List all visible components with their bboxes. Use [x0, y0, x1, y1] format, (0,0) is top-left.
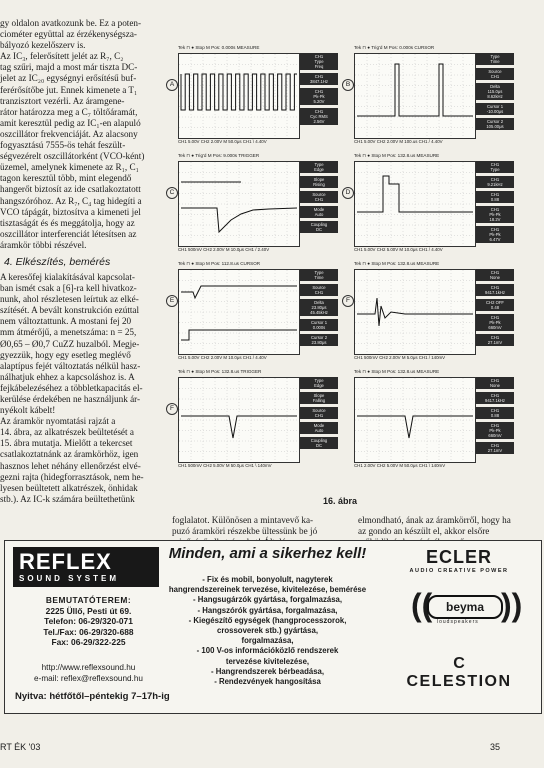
showroom-fax: Fax: 06-29/322-225 [51, 637, 126, 647]
scope-menu-item: Type Edge [300, 377, 338, 389]
scope-menu-item: CH1 9417.1kHz [476, 392, 514, 404]
beyma-bracket-right-icon: )) [501, 587, 523, 623]
scope-menu-item: Cursor 2 105.00μs [476, 118, 514, 130]
scope-footer: CH1 500mV CH2 2.00V M 10.0μs CH1 / 2.40V [178, 247, 270, 252]
scope-footer: CH1 5.00V CH2 2.00V M 10.0μs CH1 / 4.40V [178, 355, 267, 360]
oscilloscope-panel [346, 368, 516, 471]
body-text-right: elmondható, ának az áramkörről, hogy ha az gondo an készült el, akkor elsőre [358, 515, 511, 537]
scope-header: Tek ⊓ ● Stop M Pos: 112.8.us CURSOR [178, 261, 261, 266]
scope-footer: CH1 2.00V CH2 5.00V M 50.0μs CH1 \ 140mV [354, 463, 446, 468]
scope-screen [354, 377, 476, 463]
website-link[interactable]: http://www.reflexsound.hu [41, 663, 136, 672]
scope-menu-item: CH1 Type Freq [300, 53, 338, 70]
service-item: - Fix és mobil, bonyolult, nagyterek [202, 575, 333, 584]
scope-menu [300, 269, 338, 353]
service-item: - 100 V-os információközlő rendszerek [196, 646, 339, 656]
scope-trace-plot [355, 54, 475, 138]
scope-menu-item: Source CH1 [476, 68, 514, 80]
scope-menu-item: CH1 9.21kHz [476, 176, 514, 188]
oscilloscope-panel [170, 260, 340, 363]
showroom-address: 2225 Üllő, Pesti út 69. [45, 605, 132, 616]
scope-menu-item: Mode Auto [300, 206, 338, 218]
reflex-logo-text: REFLEX [19, 549, 112, 574]
scope-screen [178, 377, 300, 463]
celestion-logo [389, 655, 529, 691]
scope-screen [354, 269, 476, 355]
scope-menu-item: CH1 Cyc RMS 2.56V [300, 108, 338, 125]
left-text-column [0, 18, 162, 540]
beyma-bracket-left-icon: (( [411, 587, 433, 623]
services-list [165, 575, 370, 687]
scope-trace-plot [355, 270, 475, 354]
scope-menu-item: Cursor 1 0.000s [300, 319, 338, 331]
scope-header: Tek ⊓ ● Stop M Pos: 132.8.us MEASURE [354, 261, 440, 266]
scope-menu-item: CH1 Pk-Pk 660mV [476, 314, 514, 331]
scope-menu-item: CH1 0.88 [476, 191, 514, 203]
scope-menu-item: CH1 Pk-Pk 660mV [476, 422, 514, 439]
scope-menu-item: CH1 Pk-Pk 18.2V [476, 206, 514, 223]
scope-screen [178, 269, 300, 355]
section-title: 4. Elkészítés, bemérés [4, 255, 111, 268]
scope-menu-item: Delta 23.80μs 45.45kHz [300, 299, 338, 316]
page-number: 35 [490, 742, 501, 752]
scope-footer: CH1 5.00V CH2 5.00V M 10.0μs CH1 / 4.40V [354, 247, 443, 252]
service-item: - Rendezvények hangosítása [214, 677, 321, 687]
scope-menu-item: Slope Falling [300, 392, 338, 404]
scope-header: Tek ⊓ ● Stop M Pos: 0.000s MEASURE [178, 45, 260, 50]
paragraph-pcb-layout: Az áramkör nyomtatási rajzát a 14. ábra, az alkatrészek beültetését a 15. ábra mutatja. Mielőtt a tekercset csatlakoztatnánk az áramkörhöz, igen hasznos lehet néhány ellenőrzést elvé- gezni rajta (hidegforrasztások, nem he- lyesen beültetett alkatrészek, önhidak stb.). Az IC-k számára beültethetünk [0, 416, 144, 504]
scope-menu [300, 53, 338, 137]
scope-header: Tek ⊓ ● Stop M Pos: 132.8.us MEASURE [354, 153, 440, 158]
scope-label-badge: F [342, 295, 354, 307]
oscilloscope-panel [170, 368, 340, 471]
beyma-tagline: loudspeakers [437, 619, 479, 625]
scope-screen [354, 53, 476, 139]
service-item: - Hangszórók gyártása, forgalmazása, [197, 605, 338, 615]
scope-menu [300, 377, 338, 461]
service-item: crossoverek stb.) gyártása, [217, 626, 318, 636]
scope-menu [300, 161, 338, 245]
scope-footer: CH1 5.00V CH2 2.00V M 50.0μs CH1 \ 4.40V [178, 139, 267, 144]
scope-footer: CH1 500mV CH2 2.00V M 5.0μs CH1 / 140mV [354, 355, 446, 360]
service-item: hangrendszereinek tervezése, kivitelezése, bemérése [168, 585, 367, 595]
scope-label-badge: E [166, 295, 178, 307]
scope-trace-plot [355, 162, 475, 246]
service-item: - Hangsugárzók gyártása, forgalmazása, [192, 595, 343, 605]
scope-menu-item: Cursor 1 -10.00μs [476, 103, 514, 115]
scope-header: Tek ⊓ ● Trig'd M Pos: 9.000s TRIGGER [178, 153, 260, 158]
scope-label-badge: D [342, 187, 354, 199]
scope-trace-plot [355, 378, 475, 462]
scope-screen [178, 53, 300, 139]
scope-menu-item: CH1 3847.1Hz [300, 73, 338, 85]
scope-menu-item: CH1 27.1mV [476, 334, 514, 346]
scope-menu-item: Source CH1 [300, 284, 338, 296]
scope-menu-item: Source CH1 [300, 191, 338, 203]
oscilloscope-figure [170, 44, 542, 492]
scope-trace-plot [179, 54, 299, 138]
scope-screen [178, 161, 300, 247]
scope-label-badge: B [342, 79, 354, 91]
footer-magazine: RT ÉK '03 [0, 742, 41, 752]
paragraph-circuit-description: Az IC₃, felerősített jelét az R₇, C₂ tag szűri, majd a most már tiszta DC- jelet az IC₂₀ egységnyi erősítésű buf- ferérősítőbe jut. Ennek kimenete a T₁ tranzisztort vezérli. Az áramgene- rátor határozza meg a C₇ töltőáramát, amit keresztül pedig az IC₁-en alapuló oszcillátor frekvenciáját. Az alacsony fogyasztású 7555-ös tehát feszült- ségvezérelt oszcillátorként (VCO-ként) üzemel, amelynek kimenete az R₁, C₁ tagon keresztül több, mint elegendő hangerőt biztosít az ide csatlakoztatott hangszóróhoz. Az R₇, C₄ tag hidegíti a VCO tápágát, biztosítva a kimeneti jel tisztaságát és és meggátolja, hogy az oszcillátor interferenciát létesítsen az áramkör többi részével. [0, 51, 145, 250]
scope-menu-item: Coupling DC [300, 437, 338, 449]
service-item: - Kiegészítő egységek (hangprocesszorok, [188, 615, 347, 625]
service-item: forgalmazása, [241, 636, 294, 646]
web-contact [11, 663, 166, 684]
scope-menu-item: CH1 Pk-Pk 5.20V [300, 88, 338, 105]
scope-label-badge: F [166, 403, 178, 415]
scope-menu-item: Slope Rising [300, 176, 338, 188]
service-item: - Hangrendszerek bérbeadása, [210, 666, 325, 676]
scope-menu [476, 53, 514, 137]
showroom-phone: Telefon: 06-29/320-071 [44, 616, 133, 626]
scope-trace-plot [179, 378, 299, 462]
service-item: tervezése kivitelezése, [225, 656, 310, 666]
scope-menu-item: CH1 0.88 [476, 407, 514, 419]
ecler-tagline: AUDIO CREATIVE POWER [409, 568, 509, 574]
scope-menu [476, 269, 514, 353]
showroom-contact [11, 595, 166, 648]
celestion-name: CELESTION [406, 673, 512, 690]
showroom-telfax: Tel./Fax: 06-29/320-688 [43, 626, 134, 637]
scope-footer: CH1 500mV CH2 5.00V M 50.0μs CH1 \ 140mV [178, 463, 272, 468]
oscilloscope-panel [346, 260, 516, 363]
scope-menu-item: CH1 Pk-Pk 6.47V [476, 226, 514, 243]
scope-menu-item: Mode Auto [300, 422, 338, 434]
scope-menu [476, 161, 514, 245]
scope-menu-item: CH1 Type [476, 161, 514, 173]
oscilloscope-panel [346, 44, 516, 147]
scope-header: Tek ⊓ ● Stop M Pos: 132.8.us MEASURE [354, 369, 440, 374]
scope-menu-item: CH1 None [476, 269, 514, 281]
paragraph-head-construction: A keresőfej kialakításával kapcsolat- ban ismét csak a [6]-ra kell hivatkoz- nunk, ahol részletesen leírtuk az elké- szítését. A bevált konstrukción ezúttal nem változtattunk. A mostani fej 20 mm átmérőjű, a menetszáma: n = 25, Ø0,65 – Ø0,7 CuZZ huzalból. Megje- gyezzük, hogy egy esetleg meglévő alaptípus fejét változtatás nélkül hasz- nálhatjuk ehhez a kapcsoláshoz is. A fejkábelezéséhez a többletkapacitás el- kerülése érdekében ne használjunk ár- nyékolt kábelt! [0, 271, 143, 416]
scope-menu-item: Source CH1 [300, 407, 338, 419]
ad-slogan: Minden, ami a sikerhez kell! [168, 545, 367, 562]
paragraph-potentiometer: gy oldalon avatkozunk be. Ez a poten- ciométer együttal az érzékenységsza- bályozó kezelőszerv is. [0, 18, 142, 51]
scope-label-badge: A [166, 79, 178, 91]
figure-caption: 16. ábra [322, 496, 358, 506]
scope-menu-item: Cursor 2 23.80μs [300, 334, 338, 346]
oscilloscope-panel [346, 152, 516, 255]
scope-menu [476, 377, 514, 461]
ecler-logo [389, 547, 529, 574]
scope-label-badge: C [166, 187, 178, 199]
scope-menu-item: CH2 OFF 0.48 [476, 299, 514, 311]
scope-footer: CH1 5.00V CH2 2.00V M 100.us CH1 / 4.40V [354, 139, 443, 144]
oscilloscope-panel [170, 44, 340, 147]
scope-menu-item: CH1 27.1mV [476, 442, 514, 454]
opening-hours: Nyitva: hétfőtől–péntekig 7–17h-ig [15, 691, 170, 702]
ecler-name: ECLER [425, 547, 492, 567]
email-link[interactable]: e-mail: reflex@reflexsound.hu [34, 673, 143, 683]
scope-header: Tek ⊓ ● Stop M Pos: 132.8.us TRIGGER [178, 369, 262, 374]
scope-menu-item: Type Edge [300, 161, 338, 173]
beyma-logo [409, 587, 523, 627]
scope-trace-plot [179, 162, 299, 246]
body-text-middle: foglalatot. Különösen a mintavevő ka- puzó áramköri részekbe ültessünk be jó [172, 515, 318, 537]
reflex-logo-subtitle: SOUND SYSTEM [19, 574, 120, 583]
scope-screen [354, 161, 476, 247]
celestion-mark-icon: C [453, 655, 465, 672]
scope-menu-item: Coupling DC [300, 221, 338, 233]
reflex-logo [13, 547, 159, 587]
showroom-heading: BEMUTATÓTEREM: [45, 595, 132, 605]
oscilloscope-panel [170, 152, 340, 255]
beyma-name: beyma [427, 595, 503, 619]
reflex-advertisement [4, 540, 542, 714]
scope-menu-item: CH1 9417.1kHz [476, 284, 514, 296]
scope-trace-plot [179, 270, 299, 354]
scope-menu-item: Type Time [300, 269, 338, 281]
scope-menu-item: Type Time [476, 53, 514, 65]
scope-menu-item: Delta 115.0μs 8.62kHz [476, 83, 514, 100]
scope-menu-item: CH1 None [476, 377, 514, 389]
scope-header: Tek ⊓ ● Trig'd M Pos: 0.000s CURSOR [354, 45, 435, 50]
